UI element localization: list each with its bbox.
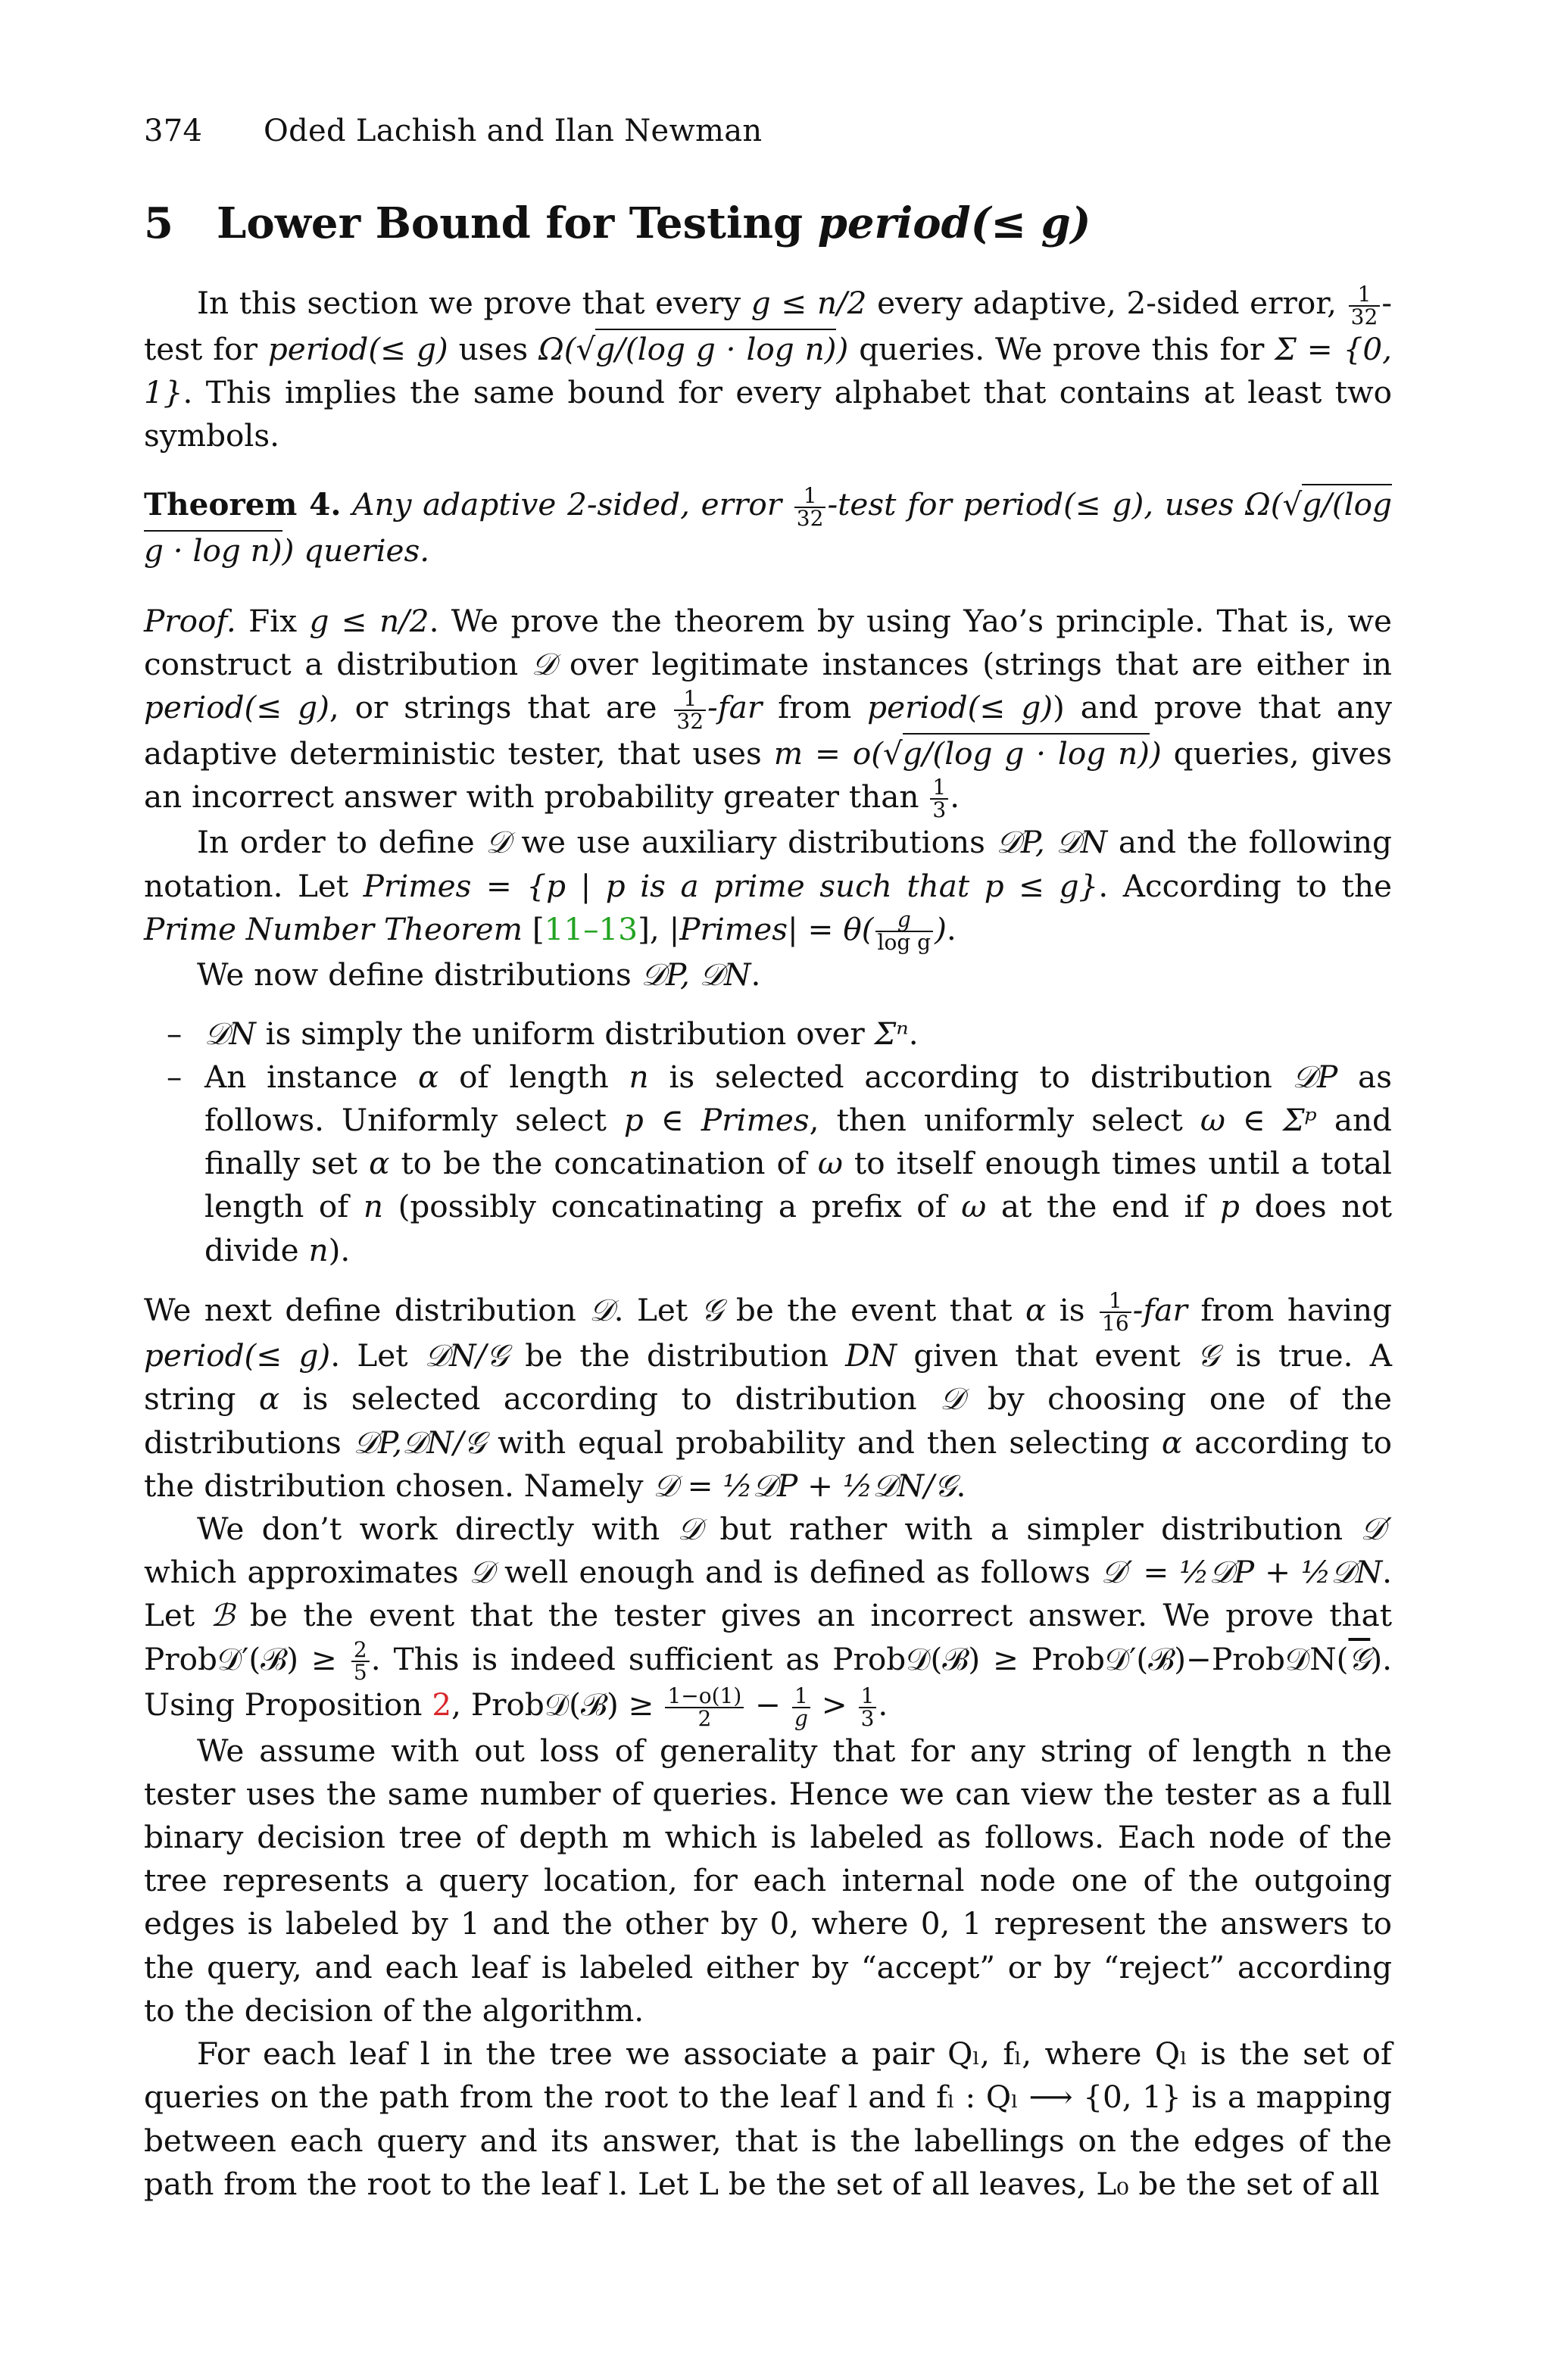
dash-bullet: –	[167, 1015, 183, 1052]
section-number: 5	[144, 198, 173, 248]
paragraph-decision-tree: We assume with out loss of generality that for any string of length n the tester uses the same number of queries. Hence we can view the tester as a full binary decision tree of depth m which is labeled as follows. Each node of the tree represents a query location, for each internal node one of the outgoing edges is labeled by 1 and the other by 0, where 0, 1 represent the answers to the query, and each leaf is labeled either by “accept” or by “reject” according to the decision of the algorithm.	[144, 1732, 1392, 2029]
intro-paragraph: In this section we prove that every g ≤ n/2 every adaptive, 2-sided error, $\frac{1}{32}$ -test for period(≤ g) uses Ω(√g/(log g · log n)) queries. We prove this for Σ = {0, 1}. This implies the same bound for every alphabet that contains at least two symbols.	[144, 281, 1392, 454]
paragraph-distributions: In order to define 𝒟 we use auxiliary distributions 𝒟P, 𝒟N and the following notation. Let Primes = {p | p is a prime such that p ≤ g}. According to the Prime Number Theorem [11–13], |Primes| = θ( $\frac{g}{\text{log g}}$ ).	[144, 824, 1393, 956]
citation-link[interactable]: 11–13	[544, 910, 638, 947]
definition-list	[144, 1012, 1392, 1272]
fraction: $\frac{1}{32}$	[1349, 284, 1381, 328]
proof-label: Proof.	[144, 602, 236, 639]
paragraph-leaves: For each leaf l in the tree we associate a pair Qₗ, fₗ, where Qₗ is the set of queries on the path from the root to the leaf l and fₗ : Qₗ ⟶ {0, 1} is a mapping between each query and its answer, that is the labellings on the edges of the path from the root to the leaf l. Let L be the set of all leaves, L₀ be the set of all	[144, 2035, 1392, 2202]
body-text	[144, 282, 1392, 2206]
fraction: $\frac{1}{3}$	[859, 1686, 877, 1730]
paragraph-define: We now define distributions 𝒟P, 𝒟N.	[197, 956, 761, 993]
fraction: $\frac{g}{\text{log g}}$	[875, 909, 934, 953]
running-header	[144, 114, 762, 148]
theorem-4: Theorem 4. Any adaptive 2-sided, error $\frac{1}{32}$ -test for period(≤ g), uses Ω(√g/(log g · log n)) queries.	[144, 482, 1392, 569]
running-authors: Oded Lachish and Ilan Newman	[264, 114, 763, 148]
list-item: – An instance α of length n is selected according to distribution 𝒟P as follows. Uniformly select p ∈ Primes, then uniformly select ω ∈ Σᵖ and finally set α to be the concatination of ω to itself enough times until a total length of n (possibly concatinating a prefix of ω at the end if p does not divide n).	[144, 1056, 1392, 1272]
page-number: 374	[144, 114, 203, 148]
section-title-math: period(≤ g)	[817, 198, 1091, 248]
section-title-text: Lower Bound for Testing	[217, 198, 818, 248]
proof-paragraph: Proof. Fix g ≤ n/2. We prove the theorem by using Yao’s principle. That is, we construct a distribution 𝒟 over legitimate instances (strings that are either in period(≤ g), or strings that are $\frac{1}{32}$ -far from period(≤ g)) and prove that any adaptive deterministic tester, that uses m = o(√g/(log g · log n)) queries, gives an incorrect answer with probability greater than $\frac{1}{3}$ .	[144, 602, 1392, 823]
fraction: $\frac{1}{3}$	[930, 777, 948, 821]
fraction: $\frac{1}{32}$	[794, 485, 826, 529]
fraction: $\frac{2}{5}$	[351, 1639, 370, 1683]
proposition-link[interactable]: 2	[432, 1686, 452, 1723]
fraction: $\frac{1-o(1)}{2}$	[665, 1686, 744, 1730]
fraction: $\frac{1}{32}$	[674, 688, 706, 732]
list-item: – 𝒟N is simply the uniform distribution over Σⁿ.	[144, 1012, 1392, 1056]
fraction: $\frac{1}{g}$	[792, 1686, 810, 1730]
section-heading	[144, 198, 1416, 248]
paragraph-approximation: We don’t work directly with 𝒟 but rather with a simpler distribution 𝒟′ which approximates 𝒟 well enough and is defined as follows 𝒟′ = ½𝒟P + ½𝒟N. Let ℬ be the event that the tester gives an incorrect answer. We prove that Prob𝒟′(ℬ) ≥ $\frac{2}{5}$ . This is indeed sufficient as Prob𝒟(ℬ) ≥ Prob𝒟′(ℬ)−Prob𝒟N(𝒢). Using Proposition 2, Prob𝒟(ℬ) ≥ $\frac{1-o(1)}{2}$ − $\frac{1}{g}$ > $\frac{1}{3}$ .	[144, 1511, 1393, 1731]
sqrt-sign: √	[576, 330, 596, 367]
theorem-label: Theorem 4.	[144, 486, 342, 523]
sqrt-sign: √	[883, 735, 903, 772]
dash-bullet: –	[167, 1058, 183, 1095]
paragraph-distribution-d: We next define distribution 𝒟. Let 𝒢 be the event that α is $\frac{1}{16}$ -far from having period(≤ g). Let 𝒟N/𝒢 be the distribution DN given that event 𝒢 is true. A string α is selected according to distribution 𝒟 by choosing one of the distributions 𝒟P,𝒟N/𝒢 with equal probability and then selecting α according to the distribution chosen. Namely 𝒟 = ½𝒟P + ½𝒟N/𝒢.	[144, 1288, 1392, 1504]
sqrt-sign: √	[1282, 486, 1303, 523]
fraction: $\frac{1}{16}$	[1100, 1290, 1131, 1334]
